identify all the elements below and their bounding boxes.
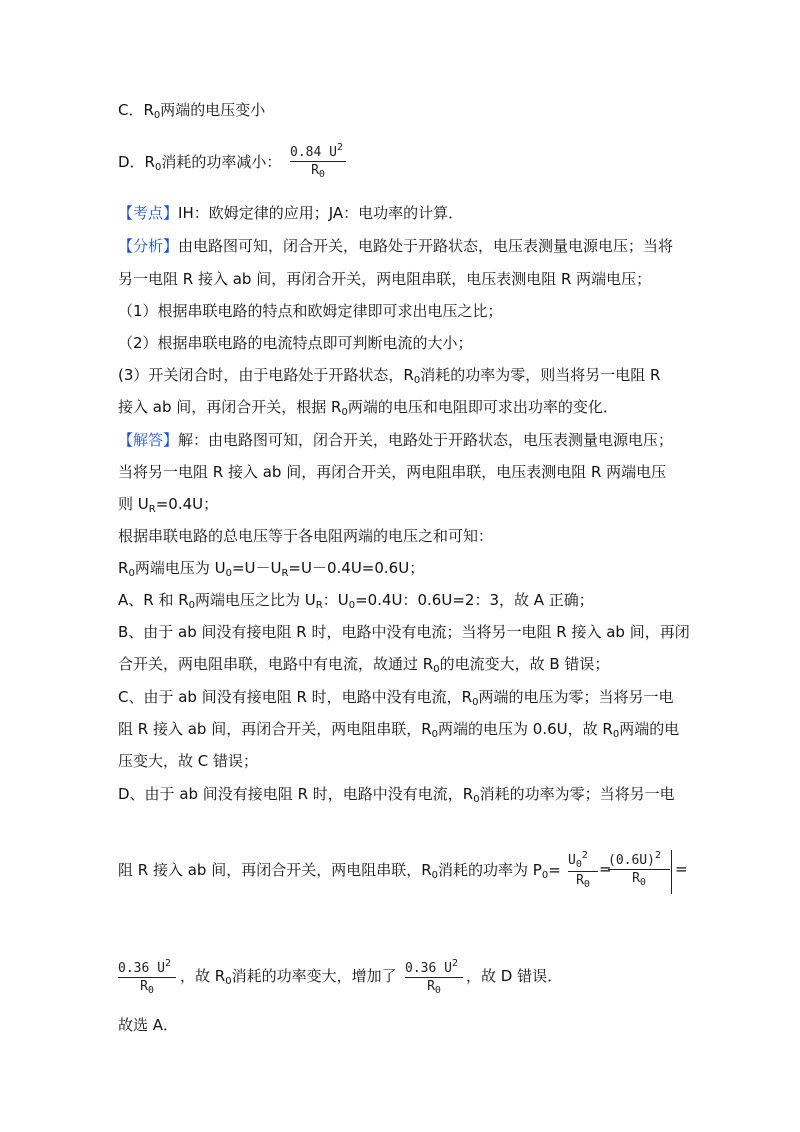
fenxi-tag: 【分析】	[118, 237, 179, 255]
text: 消耗的功率为 P	[438, 861, 542, 879]
subscript: 0	[431, 729, 439, 740]
subscript: R	[281, 568, 289, 579]
option-d-text: 消耗的功率减小：	[161, 153, 282, 171]
denominator: R	[632, 871, 640, 886]
jieda-line-12	[118, 784, 675, 810]
subscript: 0	[225, 976, 232, 987]
subscript: 0	[612, 729, 620, 740]
text: 两端电压为 U	[134, 559, 226, 577]
text: 两端电压之比为 U	[195, 591, 316, 609]
subscript: 0	[188, 600, 196, 611]
option-c	[118, 100, 265, 126]
jieda-line-14a	[180, 966, 397, 992]
subscript: 0	[413, 375, 421, 386]
fraction-bar	[568, 871, 598, 872]
equals-sign: =	[675, 860, 688, 878]
text: D、由于 ab 间没有接电阻 R 时，电路中没有电流，R	[118, 785, 474, 803]
option-c-text: 两端的电压变小	[160, 101, 266, 119]
text: 阻 R 接入 ab 间，再闭合开关，两电阻串联，R	[118, 720, 432, 738]
subscript: 0	[433, 664, 440, 675]
superscript: 2	[581, 850, 588, 861]
fenxi-line-6	[118, 397, 618, 423]
conclusion-line: 故选 A．	[118, 1016, 179, 1034]
subscript: R	[148, 504, 156, 515]
jieda-line-11: 压变大，故 C 错误；	[118, 752, 259, 770]
jieda-line-7: B、由于 ab 间没有接电阻 R 时，电路中没有电流；当将另一电阻 R 接入 ab 间，再闭	[118, 623, 690, 641]
numerator: 0.36 U	[118, 961, 165, 976]
fenxi-line-4: （2）根据串联电路的电流特点即可判断电流的大小；	[118, 334, 473, 352]
subscript: 0	[154, 162, 162, 173]
text: 的电流变大，故 B 错误；	[439, 655, 610, 673]
fenxi-line-1	[118, 236, 673, 256]
subscript: R	[315, 600, 323, 611]
text: 合开关，两电阻串联，电路中有电流，故通过 R	[118, 655, 434, 673]
formula-result-fraction-1	[118, 958, 176, 996]
denominator: R	[140, 979, 148, 994]
jieda-line-9	[118, 687, 674, 713]
text: 两端的电压为零；当将另一电	[478, 688, 674, 706]
subscript: 0	[583, 879, 590, 890]
subscript: 0	[128, 568, 135, 579]
text: 接入 ab 间，再闭合开关，根据 R	[118, 398, 342, 416]
subscript: 0	[153, 110, 161, 121]
subscript: 0	[472, 697, 479, 708]
kaodian-tag: 【考点】	[118, 204, 179, 222]
option-c-prefix: C．R	[118, 101, 154, 119]
subscript: 0	[225, 568, 232, 579]
text: 消耗的功率为零；当将另一电	[479, 785, 675, 803]
denominator: R	[427, 979, 435, 994]
equals-sign: =	[599, 860, 612, 878]
superscript: 2	[336, 142, 343, 153]
numerator: 0.36 U	[405, 961, 452, 976]
equals-sign: =	[548, 861, 561, 879]
jieda-text: 解：由电路图可知，闭合开关，电路处于开路状态，电压表测量电源电压；	[178, 431, 674, 449]
jieda-line-2: 当将另一电阻 R 接入 ab 间，再闭合开关，两电阻串联，电压表测电阻 R 两端电压	[118, 463, 667, 481]
subscript: 0	[147, 985, 154, 996]
superscript: 2	[654, 850, 661, 861]
text: 阻 R 接入 ab 间，再闭合开关，两电阻串联，R	[118, 861, 432, 879]
fenxi-line-3: （1）根据串联电路的特点和欧姆定律即可求出电压之比；	[118, 302, 503, 320]
text: =U－U	[231, 559, 282, 577]
text: =0.4U：0.6U=2：3，故 A 正确；	[355, 591, 594, 609]
subscript: 0	[341, 407, 348, 418]
fraction-bar	[405, 977, 463, 978]
text: R	[118, 559, 129, 577]
text: ：U	[322, 591, 349, 609]
numerator: (0.6U)	[608, 853, 655, 868]
jieda-line-3	[118, 494, 218, 520]
formula-vertical-bar	[671, 850, 672, 894]
formula-result-fraction-2	[405, 958, 463, 996]
denominator: R	[311, 163, 319, 178]
subscript: 0	[639, 877, 646, 888]
formula-p-fraction-2	[608, 850, 670, 888]
text: =U－0.4U=0.6U；	[288, 559, 425, 577]
fraction-bar	[290, 161, 346, 162]
kaodian-line	[118, 203, 463, 223]
text: =0.4U；	[155, 495, 219, 513]
text: ，故 R	[180, 967, 226, 985]
subscript: 0	[434, 985, 441, 996]
jieda-tag: 【解答】	[118, 431, 179, 449]
jieda-line-1	[118, 430, 673, 450]
fenxi-text: 由电路图可知，闭合开关，电路处于开路状态，电压表测量电源电压；当将	[178, 237, 674, 255]
fraction-bar	[608, 869, 670, 870]
text: C、由于 ab 间没有接电阻 R 时，电路中没有电流，R	[118, 688, 473, 706]
superscript: 2	[164, 958, 171, 969]
subscript: 0	[473, 794, 480, 805]
jieda-line-6	[118, 590, 594, 616]
jieda-line-8	[118, 654, 609, 680]
jieda-line-10	[118, 719, 679, 745]
text: (3）开关闭合时，由于电路处于开路状态，R	[118, 366, 414, 384]
text: 消耗的功率为零，则当将另一电阻 R	[420, 366, 661, 384]
numerator: 0.84 U	[290, 145, 337, 160]
subscript: 0	[431, 870, 439, 881]
denominator: R	[576, 873, 584, 888]
option-d	[118, 152, 281, 178]
option-d-prefix: D．R	[118, 153, 155, 171]
text: 两端的电压和电阻即可求出功率的变化．	[347, 398, 618, 416]
text: 两端的电	[619, 720, 680, 738]
jieda-line-13	[118, 860, 561, 886]
formula-p-fraction-1	[568, 850, 598, 890]
jieda-line-14b: ，故 D 错误．	[466, 967, 563, 985]
subscript: 0	[575, 859, 582, 870]
kaodian-text: IH：欧姆定律的应用；JA：电功率的计算．	[178, 204, 464, 222]
text: 消耗的功率变大，增加了	[231, 967, 397, 985]
fenxi-line-5	[118, 365, 660, 391]
formula-d-fraction	[290, 142, 346, 180]
text: 则 U	[118, 495, 149, 513]
superscript: 2	[451, 958, 458, 969]
text: A、R 和 R	[118, 591, 189, 609]
text: 两端的电压为 0.6U，故 R	[438, 720, 613, 738]
fenxi-line-2: 另一电阻 R 接入 ab 间，再闭合开关，两电阻串联，电压表测电阻 R 两端电压；	[118, 270, 652, 288]
subscript: 0	[318, 169, 325, 180]
jieda-line-5	[118, 558, 424, 584]
jieda-line-4: 根据串联电路的总电压等于各电阻两端的电压之和可知：	[118, 527, 494, 545]
subscript: 0	[541, 870, 549, 881]
subscript: 0	[348, 600, 356, 611]
fraction-bar	[118, 977, 176, 978]
numerator: U	[568, 853, 576, 868]
